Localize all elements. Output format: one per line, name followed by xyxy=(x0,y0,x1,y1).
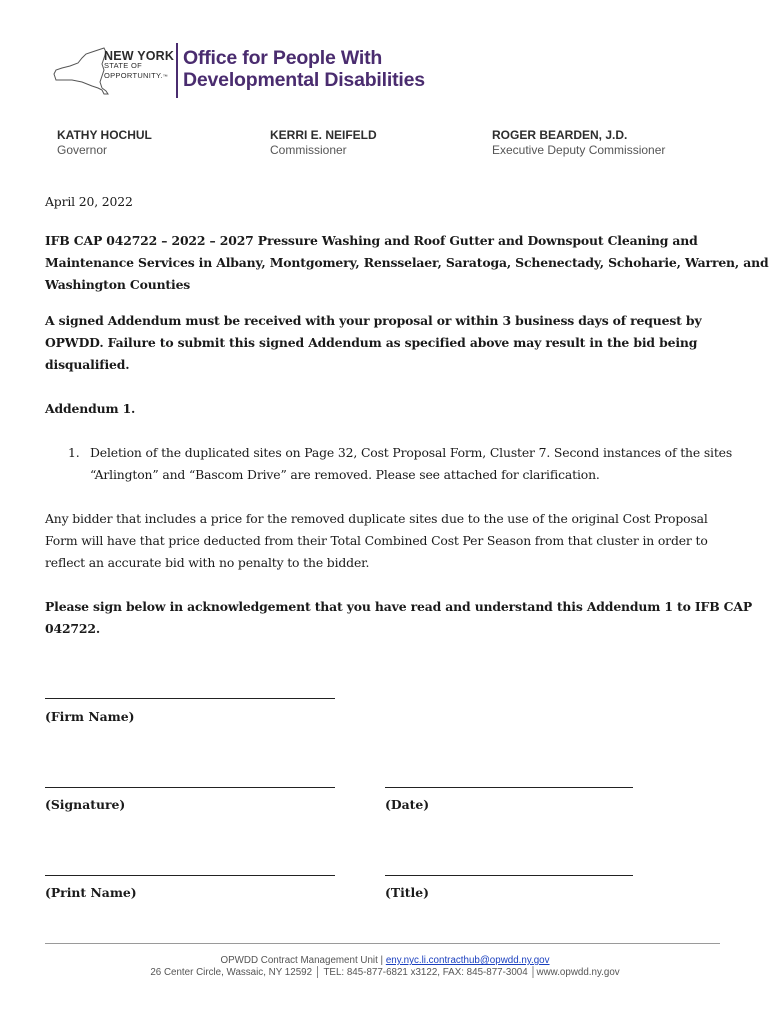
signature-line[interactable] xyxy=(45,787,335,788)
notice-line: OPWDD. Failure to submit this signed Addendum as specified above may result in the bid being xyxy=(45,335,698,350)
notice-line: disqualified. xyxy=(45,357,130,372)
footer-line-2: 26 Center Circle, Wassaic, NY 12592 │ TEL: 845-877-6821 x3122, FAX: 845-877-3004 │www.opwdd.ny.gov xyxy=(150,967,620,978)
footer-divider xyxy=(45,943,720,944)
agency-name xyxy=(183,47,425,91)
acknowledgement xyxy=(45,596,752,640)
title-line[interactable] xyxy=(385,875,633,876)
official-name: KERRI E. NEIFELD xyxy=(270,128,377,142)
agency-name-line2: Developmental Disabilities xyxy=(183,69,425,91)
submission-notice xyxy=(45,310,702,376)
subject-line: Washington Counties xyxy=(45,277,191,292)
acknowledgement-line: Please sign below in acknowledgement that you have read and understand this Addendum 1 to IFB CAP xyxy=(45,599,753,614)
official-title: Executive Deputy Commissioner xyxy=(492,143,666,157)
date-line[interactable] xyxy=(385,787,633,788)
firm-name-line[interactable] xyxy=(45,698,335,699)
title-label: (Title) xyxy=(385,885,429,900)
official-name: ROGER BEARDEN, J.D. xyxy=(492,128,628,142)
official-commissioner xyxy=(270,128,377,158)
list-item-number: 1. xyxy=(68,445,80,460)
subject-line: Maintenance Services in Albany, Montgomery, Rensselaer, Saratoga, Schenectady, Schoharie, Warren, and xyxy=(45,255,769,270)
agency-name-line1: Office for People With xyxy=(183,47,383,69)
footer-unit: OPWDD Contract Management Unit | xyxy=(220,955,384,966)
signature-label: (Signature) xyxy=(45,797,126,812)
subject xyxy=(45,230,769,296)
official-title: Commissioner xyxy=(270,143,347,157)
print-name-line[interactable] xyxy=(45,875,335,876)
ny-logo-line3: OPPORTUNITY.™ xyxy=(104,71,169,80)
notice-line: A signed Addendum must be received with your proposal or within 3 business days of request by xyxy=(45,313,702,328)
official-governor xyxy=(57,128,152,158)
addendum-heading: Addendum 1. xyxy=(45,401,136,416)
print-name-label: (Print Name) xyxy=(45,885,137,900)
firm-name-label: (Firm Name) xyxy=(45,709,135,724)
letter-date: April 20, 2022 xyxy=(45,194,133,209)
footer-email-link[interactable]: eny.nyc.li.contracthub@opwdd.ny.gov xyxy=(385,955,550,966)
date-label: (Date) xyxy=(385,797,430,812)
official-deputy-commissioner xyxy=(492,128,665,158)
subject-line: IFB CAP 042722 – 2022 – 2027 Pressure Washing and Roof Gutter and Downspout Cleaning and xyxy=(45,233,698,248)
paragraph-line: reflect an accurate bid with no penalty to the bidder. xyxy=(45,555,370,570)
list-item xyxy=(90,442,732,486)
official-name: KATHY HOCHUL xyxy=(57,128,152,142)
official-title: Governor xyxy=(57,143,108,157)
list-item-line: “Arlington” and “Bascom Drive” are removed. Please see attached for clarification. xyxy=(90,467,600,482)
ny-logo-line1: NEW YORK xyxy=(104,49,175,63)
logo-divider xyxy=(176,43,178,98)
paragraph-line: Any bidder that includes a price for the removed duplicate sites due to the use of the original Cost Proposal xyxy=(45,511,708,526)
paragraph-line: Form will have that price deducted from their Total Combined Cost Per Season from that cluster in order to xyxy=(45,533,708,548)
price-deduction-paragraph xyxy=(45,508,708,574)
ny-state-logo xyxy=(104,51,174,82)
list-item-line: Deletion of the duplicated sites on Page 32, Cost Proposal Form, Cluster 7. Second instances of the sites xyxy=(90,445,733,460)
acknowledgement-line: 042722. xyxy=(45,621,100,636)
ny-logo-line2: STATE OF xyxy=(104,61,142,70)
